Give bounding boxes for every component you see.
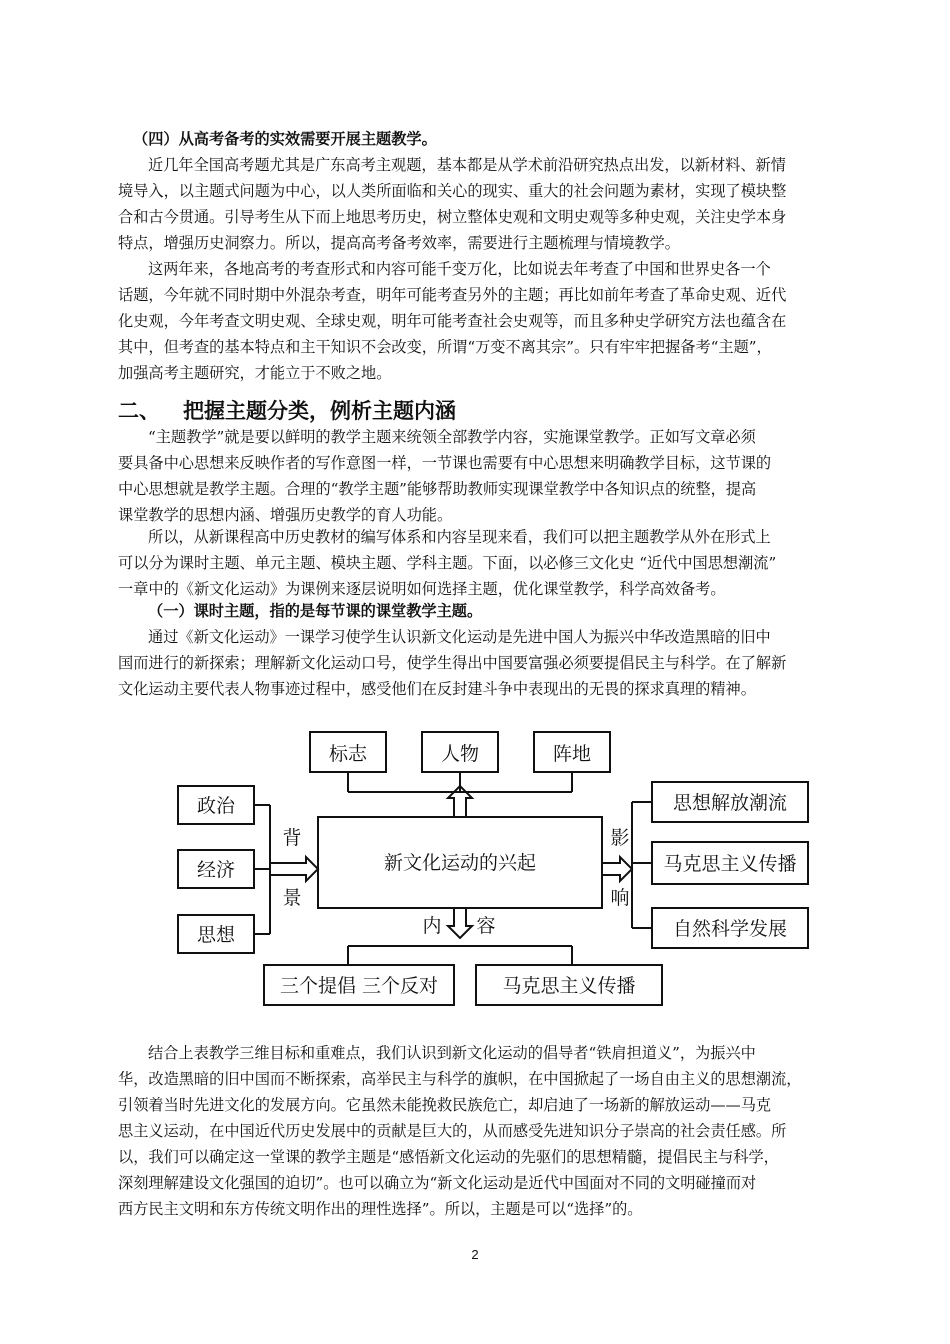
para3-line: “主题教学”就是要以鲜明的教学主题来统领全部教学内容，实施课堂教学。正如写文章必须 [148,428,756,446]
left-label: 思想 [196,924,236,946]
right-label: 自然科学发展 [672,918,788,940]
paragraph-5 [118,624,832,702]
impact-label: 响 [610,887,630,909]
para4-line: 所以，从新课程高中历史教材的编写体系和内容呈现来看，我们可以把主题教学从外在形式上 [148,528,771,546]
para6-line: 以，我们可以确定这一堂课的教学主题是“感悟新文化运动的先驱们的思想精髓，提倡民主与科学， [118,1148,779,1166]
para5-line: 通过《新文化运动》一课学习使学生认识新文化运动是先进中国人为振兴中华改造黑暗的旧中 [148,628,771,646]
section2-title: 把握主题分类，例析主题内涵 [183,399,456,423]
right-label: 马克思主义传播 [663,853,797,875]
para4-line: 可以分为课时主题、单元主题、模块主题、学科主题。下面，以必修三文化史 “近代中国思想潮流” [118,554,777,572]
section4-heading: （四）从高考备考的实效需要开展主题教学。 [133,130,437,148]
para1-line: 合和古今贯通。引导考生从下而上地思考历史，树立整体史观和文明史观等多种史观，关注史学本身 [118,208,787,226]
para2-line: 这两年来，各地高考的考查形式和内容可能千变万化，比如说去年考查了中国和世界史各一个 [148,260,771,278]
para3-line: 要具备中心思想来反映作者的写作意图一样，一节课也需要有中心思想来明确教学目标，这节课的 [118,454,772,472]
para4-line: 一章中的《新文化运动》为课例来逐层说明如何选择主题，优化课堂教学，科学高效备考。 [118,580,726,598]
para1-line: 近几年全国高考题尤其是广东高考主观题，基本都是从学术前沿研究热点出发，以新材料、新情 [148,156,786,174]
para6-line: 西方民主文明和东方传统文明作出的理性选择”。所以，主题是可以“选择”的。 [118,1200,643,1218]
concept-diagram [160,720,830,1020]
paragraph-6 [118,1040,832,1222]
para2-line: 加强高考主题研究，才能立于不败之地。 [118,364,392,382]
content-label: 内 [422,915,442,937]
para1-line: 境导入，以主题式问题为中心，以人类所面临和关心的现实、重大的社会问题为素材，实现了模块整 [118,182,787,200]
content-label: 容 [476,915,496,937]
center-label: 新文化运动的兴起 [383,852,537,874]
paragraph-4 [118,524,832,602]
para6-line: 思主义运动，在中国近代历史发展中的贡献是巨大的，从而感受先进知识分子崇高的社会责任感。所 [118,1122,787,1140]
section2-heading [118,397,456,425]
bottom-label: 三个提倡 三个反对 [279,975,439,997]
left-label: 政治 [196,795,236,817]
para1-line: 特点，增强历史洞察力。所以，提高高考备考效率，需要进行主题梳理与情境教学。 [118,234,680,252]
left-label: 经济 [196,859,236,881]
para2-line: 其中，但考查的基本特点和主干知识不会改变，所谓“万变不离其宗”。只有牢牢把握备考“主题”， [118,338,772,356]
section2-number: 二、 [118,399,160,423]
para6-line: 深刻理解建设文化强国的迫切”。也可以确立为“新文化运动是近代中国面对不同的文明碰撞而对 [118,1174,757,1192]
background-label: 景 [282,887,302,909]
para6-line: 华，改造黑暗的旧中国而不断探索，高举民主与科学的旗帜，在中国掀起了一场自由主义的思想潮流， [118,1070,802,1088]
right-label: 思想解放潮流 [672,792,788,814]
paragraph-2 [118,256,832,386]
para5-line: 文化运动主要代表人物事迹过程中，感受他们在反封建斗争中表现出的无畏的探求真理的精神。 [118,680,756,698]
page-number: 2 [471,1247,479,1262]
paragraph-3 [118,424,832,528]
impact-label: 影 [610,827,630,849]
bottom-label: 马克思主义传播 [502,975,636,997]
para2-line: 化史观，今年考查文明史观、全球史观，明年可能考查社会史观等，而且多种史学研究方法也蕴含在 [118,312,787,330]
para6-line: 结合上表教学三维目标和重难点，我们认识到新文化运动的倡导者“铁肩担道义”，为振兴中 [148,1044,756,1062]
paragraph-1 [118,152,832,256]
para2-line: 话题，今年就不同时期中外混杂考查，明年可能考查另外的主题；再比如前年考查了革命史观、近代 [118,286,787,304]
para3-line: 中心思想就是教学主题。合理的“教学主题”能够帮助教师实现课堂教学中各知识点的统整，提高 [118,480,757,498]
para6-line: 引领着当时先进文化的发展方向。它虽然未能挽救民族危亡，却启迪了一场新的解放运动——马克 [118,1096,772,1114]
background-label: 背 [282,827,302,849]
top-label: 标志 [328,743,368,765]
subsection1-heading: （一）课时主题，指的是每节课的课堂教学主题。 [148,602,483,620]
para3-line: 课堂教学的思想内涵、增强历史教学的育人功能。 [118,506,453,524]
top-label: 阵地 [552,743,592,765]
para5-line: 国而进行的新探索；理解新文化运动口号，使学生得出中国要富强必须要提倡民主与科学。在了解新 [118,654,787,672]
top-label: 人物 [440,743,480,765]
